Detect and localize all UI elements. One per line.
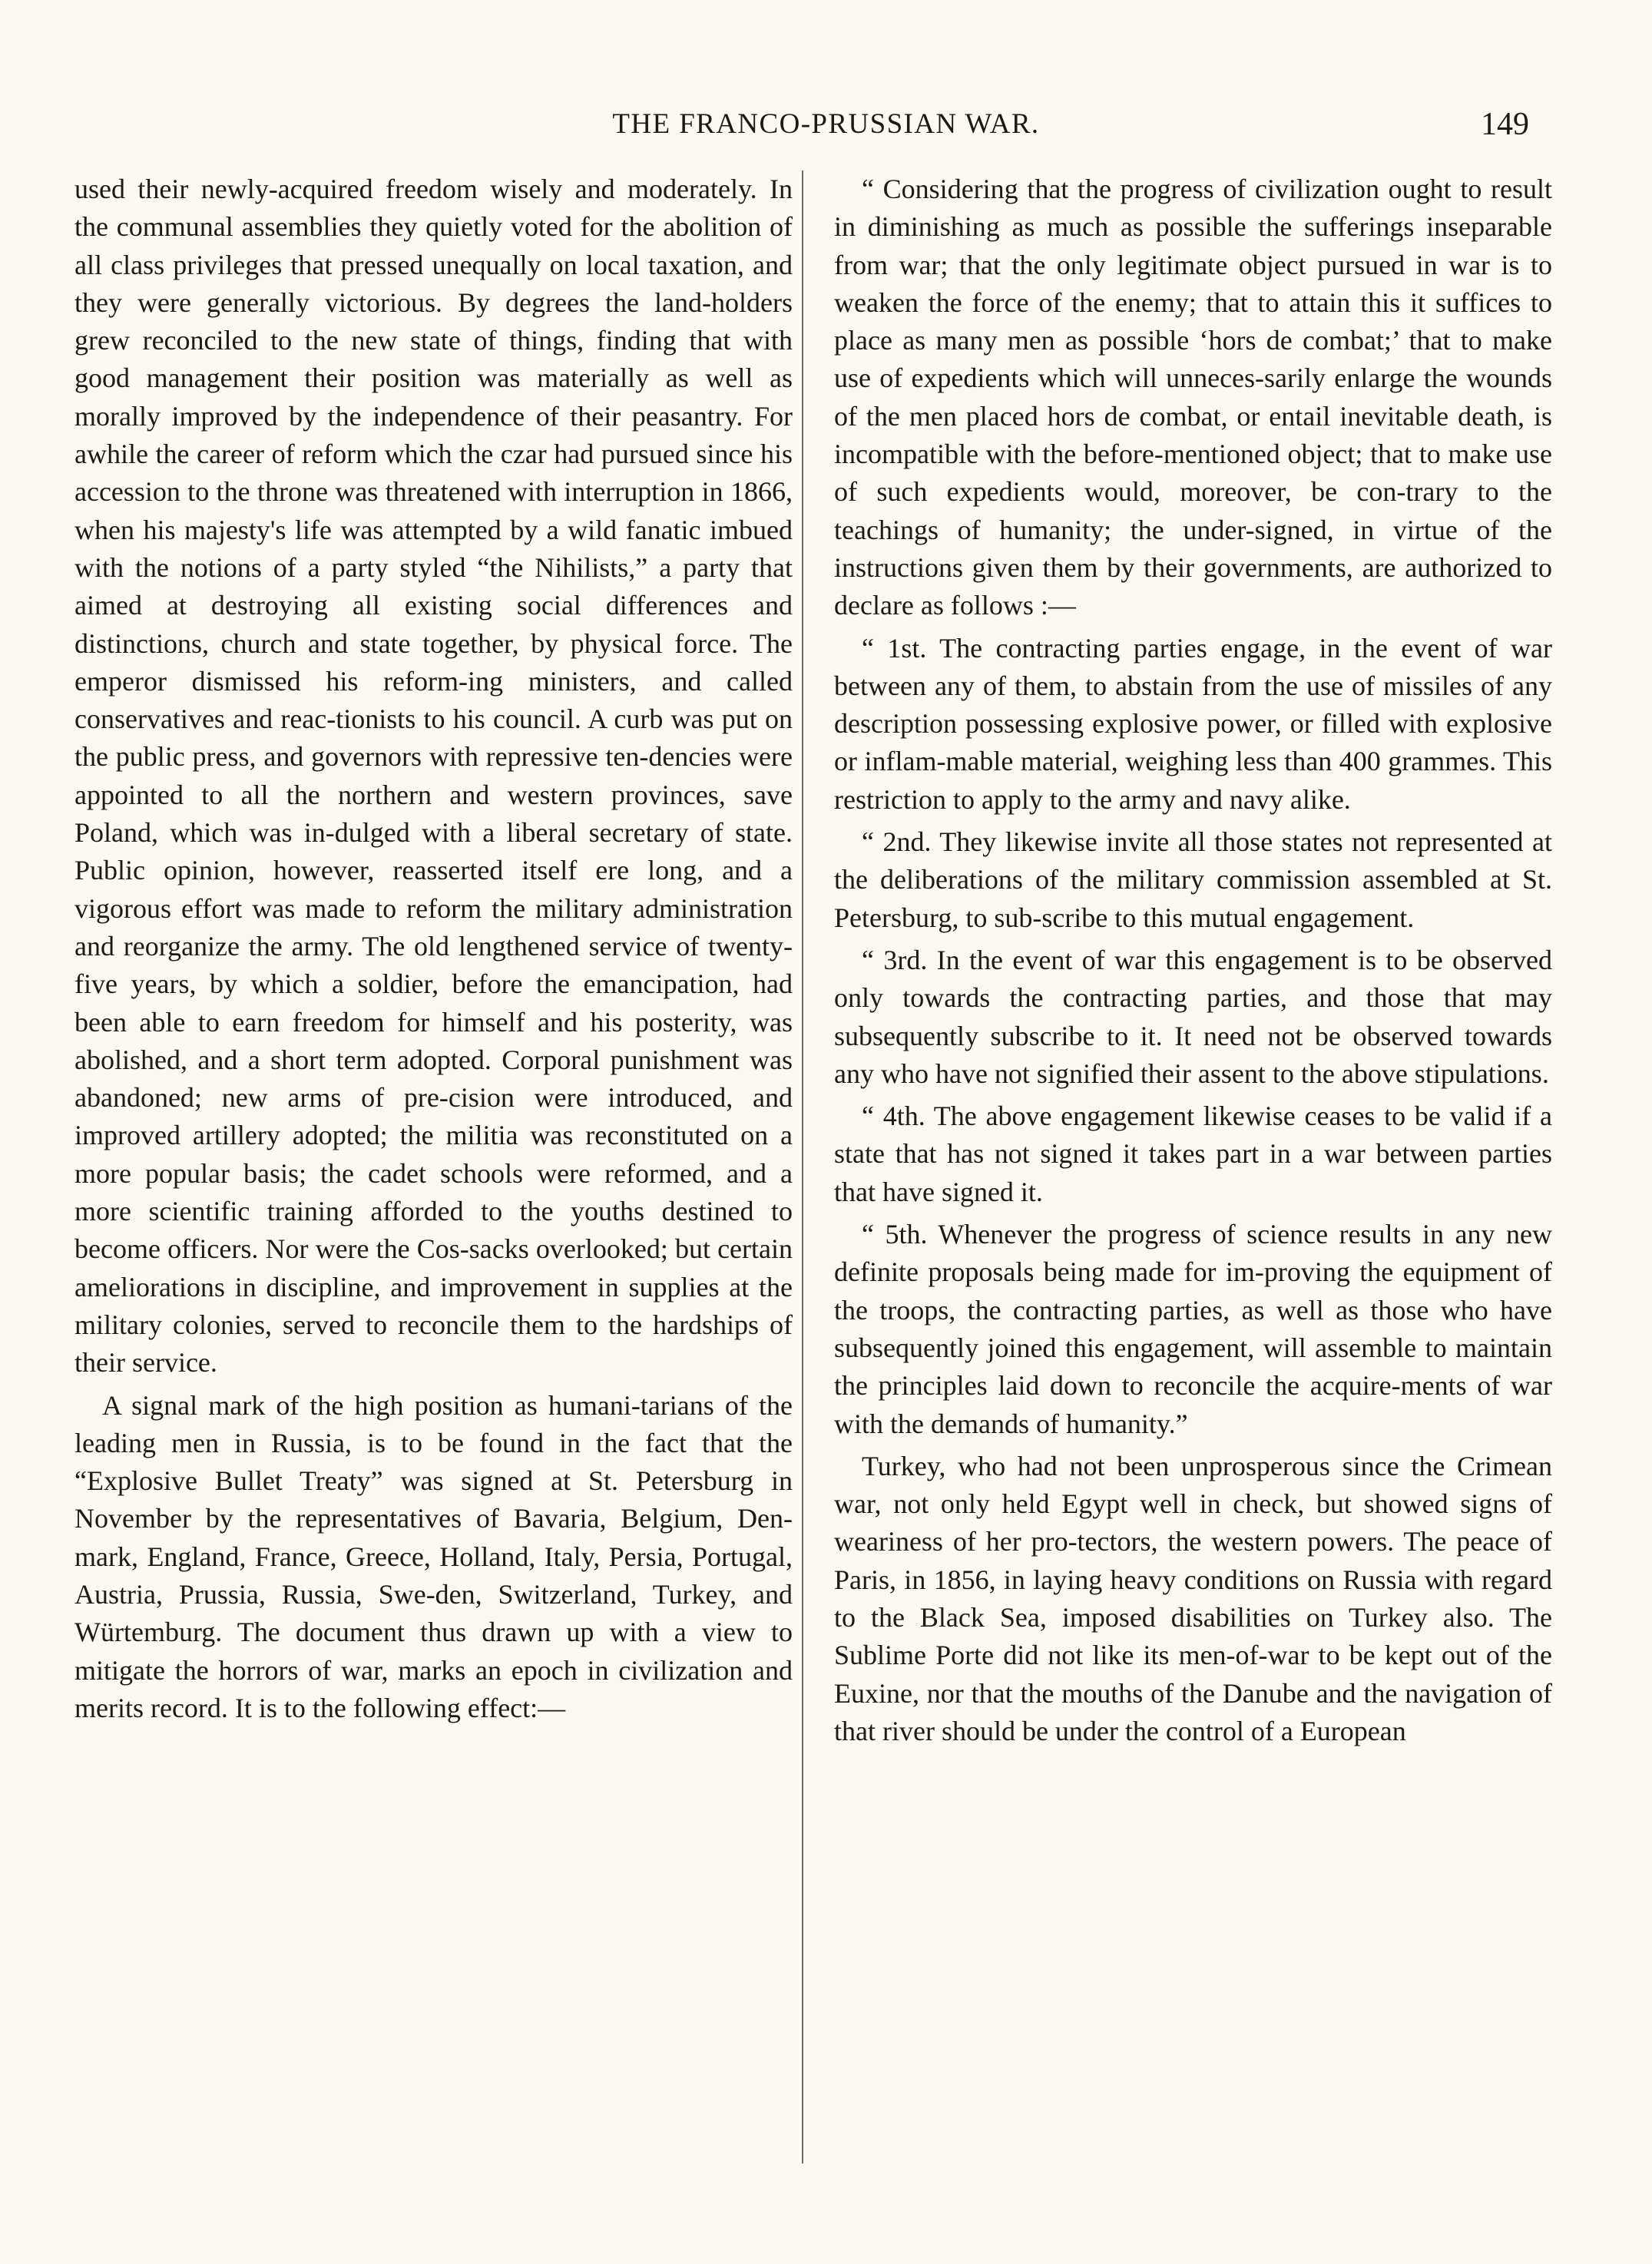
column-divider — [802, 170, 803, 2163]
paragraph-turkey: Turkey, who had not been unprosperous since the Crimean war, not only held Egypt well in check, but showed signs of weariness of her pro-tectors, the western powers. The peace of Paris, in 1856, in laying heavy conditions on Russia with regard to the Black Sea, imposed disabilities on Turkey also. The Sublime Porte did not like its men-of-war to be kept out of the Euxine, nor that the mouths of the Danube and the navigation of that river should be under the control of a European — [834, 1450, 1552, 1746]
treaty-article-4: “ 4th. The above engagement likewise ceases to be valid if a state that has not signed it takes part in a war between parties that have signed it. — [834, 1101, 1552, 1207]
treaty-article-2: “ 2nd. They likewise invite all those states not represented at the deliberations of the military commission assembled at St. Petersburg, to sub-scribe to this mutual engagement. — [834, 826, 1552, 933]
running-header — [69, 106, 1583, 152]
treaty-article-3: “ 3rd. In the event of war this engagement is to be observed only towards the contracting parties, and those that may subsequently subscribe to it. It need not be observed towards any who have not signified their assent to the above stipulations. — [834, 944, 1552, 1089]
running-title: THE FRANCO-PRUSSIAN WAR. — [612, 108, 1040, 140]
paragraph-treaty-intro: A signal mark of the high position as humani-tarians of the leading men in Russia, is to be found in the fact that the “Explosive Bullet Treaty” was signed at St. Petersburg in November by the representatives of Bavaria, Belgium, Den-mark, England, France, Greece, Holland, Italy, Persia, Portugal, Austria, Prussia, Russia, Swe-den, Switzerland, Turkey, and Würtemburg. The document thus drawn up with a view to mitigate the horrors of war, marks an epoch in civilization and merits record. It is to the following effect:— — [74, 1389, 793, 1723]
page-number: 149 — [1481, 107, 1529, 142]
left-column — [74, 170, 793, 1732]
paragraph-continued: used their newly-acquired freedom wisely and moderately. In the communal assemblies they quietly voted for the abolition of all class privileges that pressed unequally on local taxation, and they were generally victorious. By degrees the land-holders grew reconciled to the new state of things, finding that with good management their position was materially as well as morally improved by the independence of their peasantry. For awhile the career of reform which the czar had pursued since his accession to the throne was threatened with interruption in 1866, when his majesty's life was attempted by a wild fanatic imbued with the notions of a party styled “the Nihilists,” a party that aimed at destroying all existing social differences and distinctions, church and state together, by physical force. The emperor dismissed his reform-ing ministers, and called conservatives and reac-tionists to his council. A curb was put on the public press, and governors with repressive ten-dencies were appointed to all the northern and western provinces, save Poland, which was in-dulged with a liberal secretary of state. Public opinion, however, reasserted itself ere long, and a vigorous effort was made to reform the military administration and reorganize the army. The old lengthened service of twenty-five years, by which a soldier, before the emancipation, had been able to earn freedom for himself and his posterity, was abolished, and a short term adopted. Corporal punishment was abandoned; new arms of pre-cision were introduced, and improved artillery adopted; the militia was reconstituted on a more popular basis; the cadet schools were reformed, and a more scientific training afforded to the youths destined to become officers. Nor were the Cos-sacks overlooked; but certain ameliorations in discipline, and improvement in supplies at the military colonies, served to reconcile them to the hardships of their service. — [74, 174, 793, 1379]
treaty-article-1: “ 1st. The contracting parties engage, in the event of war between any of them, to abstain from the use of missiles of any description possessing explosive power, or filled with explosive or inflam-mable material, weighing less than 400 grammes. This restriction to apply to the army and navy alike. — [834, 632, 1552, 815]
right-column — [834, 170, 1552, 1755]
treaty-preamble: “ Considering that the progress of civilization ought to result in diminishing as much as possible the sufferings inseparable from war; that the only legitimate object pursued in war is to weaken the force of the enemy; that to attain this it suffices to place as many men as possible ‘hors de combat;’ that to make use of expedients which will unneces-sarily enlarge the wounds of the men placed hors de combat, or entail inevitable death, is incompatible with the before-mentioned object; that to make use of such expedients would, moreover, be con-trary to the teachings of humanity; the under-signed, in virtue of the instructions given them by their governments, are authorized to declare as follows :— — [834, 174, 1552, 621]
treaty-article-5: “ 5th. Whenever the progress of science results in any new definite proposals being made for im-proving the equipment of the troops, the contracting parties, as well as those who have subsequently joined this engagement, will assemble to maintain the principles laid down to reconcile the acquire-ments of war with the demands of humanity.” — [834, 1219, 1552, 1439]
